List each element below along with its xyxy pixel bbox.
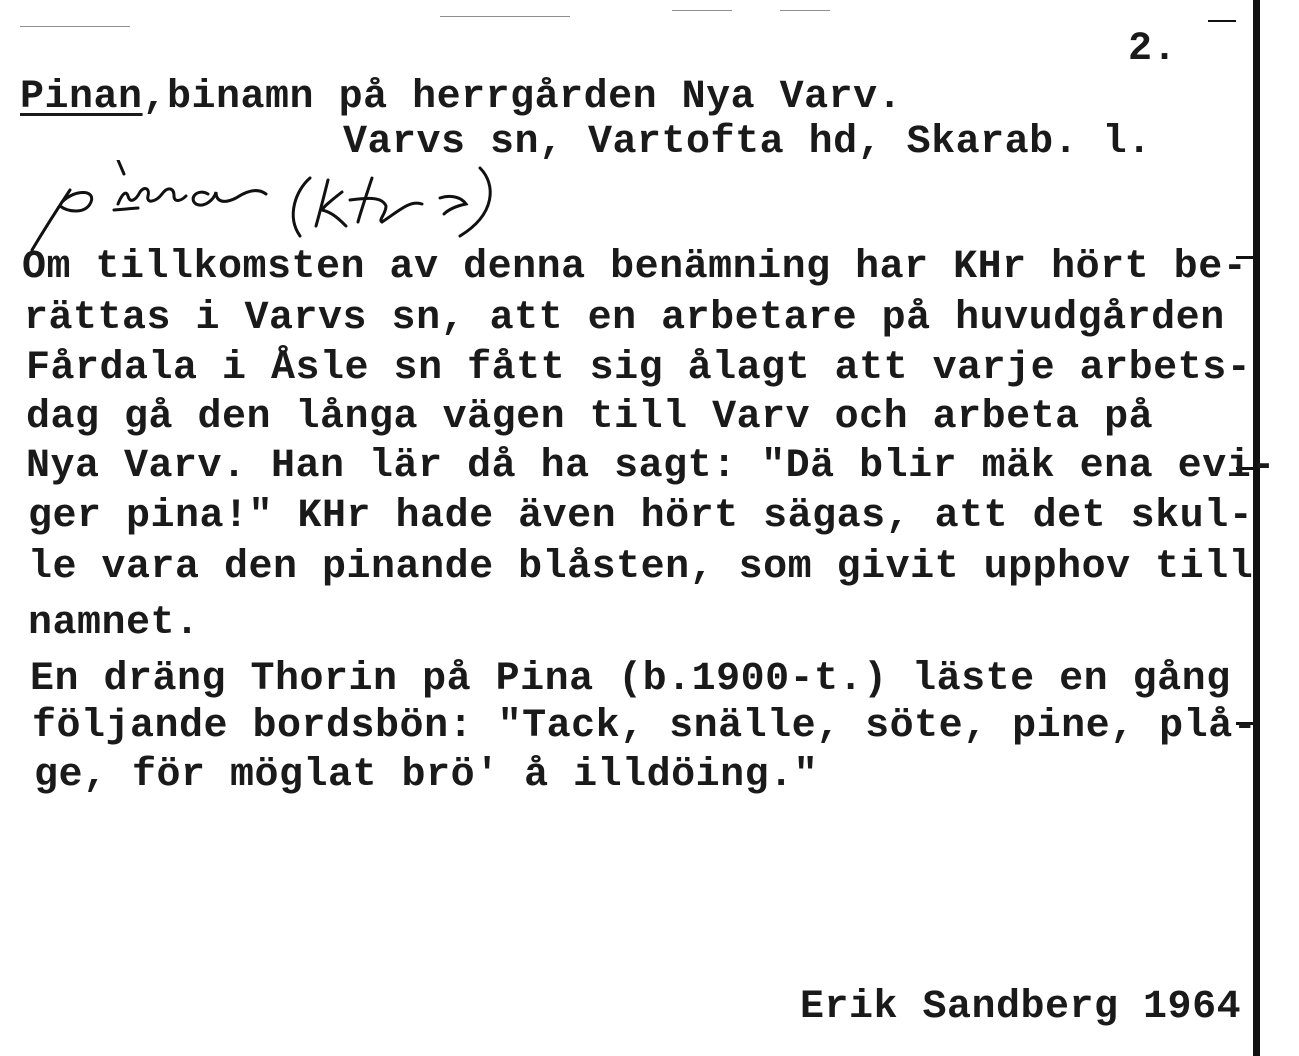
scan-speck bbox=[672, 10, 732, 11]
card-edge-line bbox=[1253, 0, 1260, 1056]
body-line: le vara den pinande blåsten, som givit upphov till bbox=[28, 545, 1254, 590]
body-line: namnet. bbox=[28, 601, 200, 646]
scan-speck bbox=[20, 26, 130, 27]
body-line: Nya Varv. Han lär då ha sagt: "Dä blir mäk ena evi- bbox=[26, 444, 1276, 489]
scan-speck bbox=[780, 10, 830, 11]
body-line: ger pina!" KHr hade även hört sägas, att det skul- bbox=[28, 494, 1254, 539]
body-line: ge, för möglat brö' å illdöing." bbox=[34, 753, 819, 798]
body-line: rättas i Varvs sn, att en arbetare på huvudgården bbox=[24, 296, 1225, 341]
edge-tick bbox=[1208, 20, 1236, 22]
body-line: Om tillkomsten av denna benämning har KHr hört be- bbox=[22, 245, 1248, 290]
body-line: Fårdala i Åsle sn fått sig ålagt att varje arbets- bbox=[26, 346, 1252, 391]
body-line: En dräng Thorin på Pina (b.1900-t.) läste en gång bbox=[30, 657, 1231, 702]
headword: Pinan bbox=[20, 75, 143, 120]
page-number: 2. bbox=[1128, 27, 1178, 72]
handwritten-annotation-text: pina (KHr) bbox=[10, 160, 17, 161]
signature: Erik Sandberg 1964 bbox=[800, 985, 1242, 1030]
headword-line bbox=[20, 75, 903, 120]
body-line: följande bordsbön: "Tack, snälle, söte, pine, plå- bbox=[32, 704, 1258, 749]
headword-gloss: ,binamn på herrgården Nya Varv. bbox=[142, 75, 903, 120]
body-line: dag gå den långa vägen till Varv och arbeta på bbox=[26, 395, 1154, 440]
location-line: Varvs sn, Vartofta hd, Skarab. l. bbox=[343, 120, 1152, 165]
scan-speck bbox=[440, 16, 570, 17]
